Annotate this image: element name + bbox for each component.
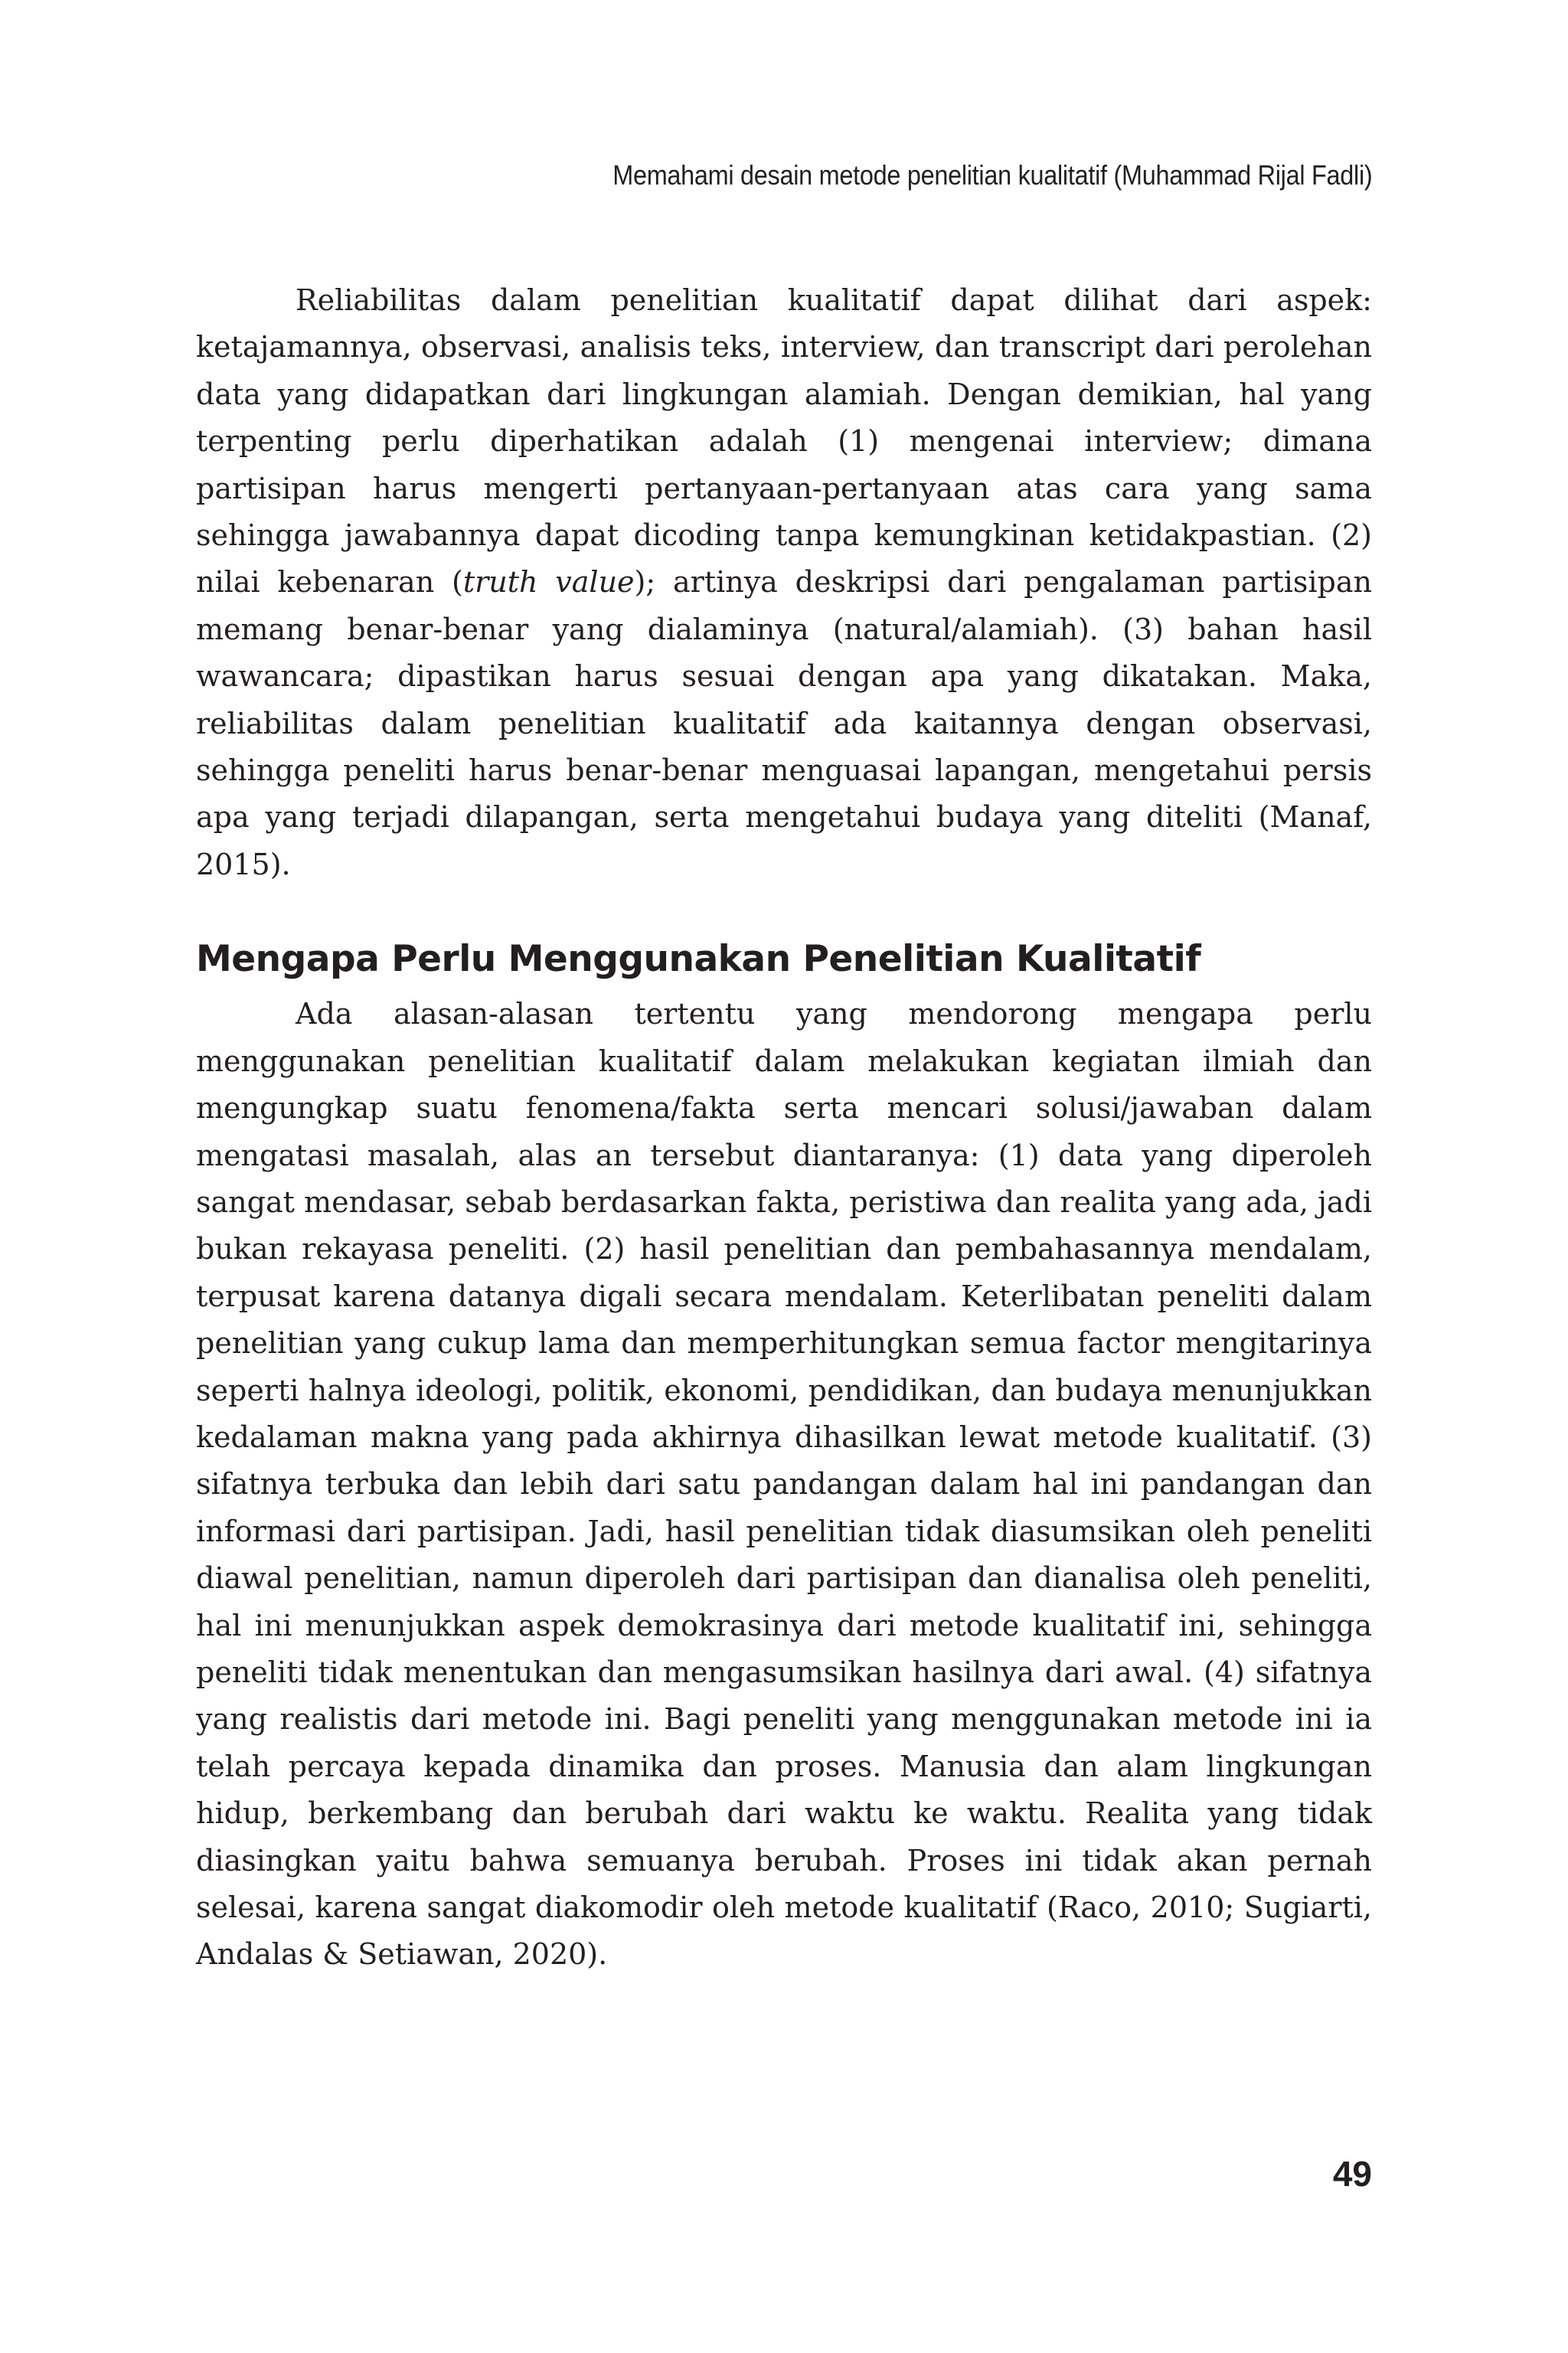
paragraph-1-italic-term: truth value xyxy=(462,565,635,600)
paragraph-1-text-a: Reliabilitas dalam penelitian kualitatif dapat dilihat dari aspek: ketajamannya, observasi, analisis teks, interview, dan transcript dari perolehan data yang didapatkan dari lingkungan alamiah. Dengan demikian, hal yang terpenting perlu diperhatikan adalah (1) mengenai interview; dimana partisipan harus mengerti pertanyaan-pertanyaan atas cara yang sama sehingga jawabannya dapat dicoding tanpa kemungkinan ketidakpastian. (2) nilai kebenaran ( xyxy=(196,283,1372,600)
paragraph-reasons: Ada alasan-alasan tertentu yang mendorong mengapa perlu menggunakan penelitian kualitatif dalam melakukan kegiatan ilmiah dan mengungkap suatu fenomena/fakta serta mencari solusi/jawaban dalam mengatasi masalah, alas an tersebut diantaranya: (1) data yang diperoleh sangat mendasar, sebab berdasarkan fakta, peristiwa dan realita yang ada, jadi bukan rekayasa peneliti. (2) hasil penelitian dan pembahasannya mendalam, terpusat karena datanya digali secara mendalam. Keterlibatan peneliti dalam penelitian yang cukup lama dan memperhitungkan semua factor mengitarinya seperti halnya ideologi, politik, ekonomi, pendidikan, dan budaya menunjukkan kedalaman makna yang pada akhirnya dihasilkan lewat metode kualitatif. (3) sifatnya terbuka dan lebih dari satu pandangan dalam hal ini pandangan dan informasi dari partisipan. Jadi, hasil penelitian tidak diasumsikan oleh peneliti diawal penelitian, namun diperoleh dari partisipan dan dianalisa oleh peneliti, hal ini menunjukkan aspek demokrasinya dari metode kualitatif ini, sehingga peneliti tidak menentukan dan mengasumsikan hasilnya dari awal. (4) sifatnya yang realistis dari metode ini. Bagi peneliti yang menggunakan metode ini ia telah percaya kepada dinamika dan proses. Manusia dan alam lingkungan hidup, berkembang dan berubah dari waktu ke waktu. Realita yang tidak diasingkan yaitu bahwa semuanya berubah. Proses ini tidak akan pernah selesai, karena sangat diakomodir oleh metode kualitatif (Raco, 2010; Sugiarti, Andalas & Setiawan, 2020). xyxy=(196,997,1372,1972)
page-body xyxy=(196,277,1372,1979)
paragraph-reliability xyxy=(196,277,1372,888)
paragraph-1-text-b: ); artinya deskripsi dari pengalaman partisipan memang benar-benar yang dialaminya (natural/alamiah). (3) bahan hasil wawancara; dipastikan harus sesuai dengan apa yang dikatakan. Maka, reliabilitas dalam penelitian kualitatif ada kaitannya dengan observasi, sehingga peneliti harus benar-benar menguasai lapangan, mengetahui persis apa yang terjadi dilapangan, serta mengetahui budaya yang diteliti (Manaf, 2015). xyxy=(196,565,1372,881)
page-number: 49 xyxy=(1332,2154,1372,2194)
running-header: Memahami desain metode penelitian kualitatif (Muhammad Rijal Fadli) xyxy=(612,159,1372,191)
section-heading: Mengapa Perlu Menggunakan Penelitian Kualitatif xyxy=(196,938,1201,981)
